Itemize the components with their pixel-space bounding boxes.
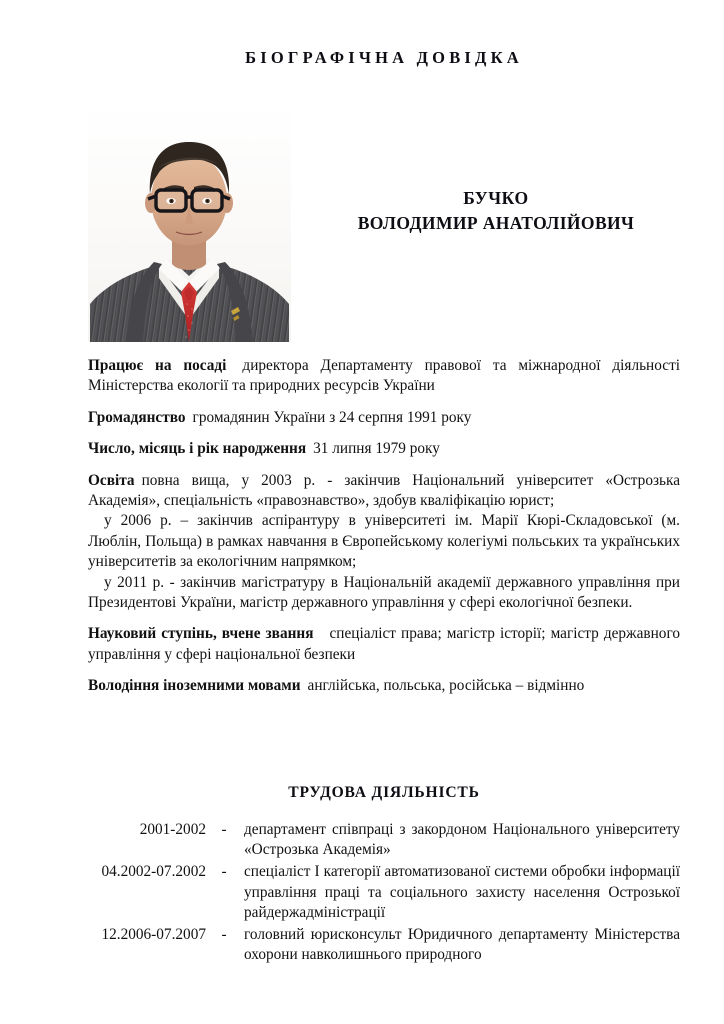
field-education-line-1	[88, 471, 680, 512]
field-citizenship	[88, 408, 680, 428]
field-languages	[88, 676, 680, 696]
work-history-table	[88, 820, 680, 967]
field-education-value-1: повна вища, у 2003 р. - закінчив Національний університет «Острозька Академія», спеціальність «правознавство», здобув кваліфікацію юрист;	[88, 471, 680, 510]
work-dash: -	[221, 926, 227, 944]
page-title: БІОГРАФІЧНА ДОВІДКА	[245, 48, 523, 67]
field-citizenship-value: громадянин України з 24 серпня 1991 року	[192, 408, 472, 426]
field-position-label: Працює на посаді	[88, 357, 227, 374]
work-period: 2001-2002	[139, 821, 206, 838]
field-birth-label: Число, місяць і рік народження	[88, 440, 307, 458]
portrait-photo	[88, 106, 291, 342]
work-period: 04.2002-07.2002	[101, 863, 206, 881]
person-name	[310, 186, 682, 236]
table-row	[88, 820, 680, 862]
field-languages-value: англійська, польська, російська – відмінно	[307, 677, 585, 695]
field-position	[88, 356, 680, 397]
field-education-label: Освіта	[88, 471, 135, 489]
table-row	[88, 862, 680, 925]
work-description: спеціаліст І категорії автоматизованої системи обробки інформації управління праці та соціального захисту населення Острозької райдержадміністрації	[244, 863, 680, 921]
work-dash: -	[221, 863, 227, 881]
table-row	[88, 925, 680, 967]
work-description: департамент співпраці з закордоном Національного університету «Острозька Академія»	[244, 821, 680, 859]
field-languages-label: Володіння іноземними мовами	[88, 677, 301, 695]
field-degree-label: Науковий ступінь, вчене звання	[88, 625, 314, 643]
field-education-value-3: у 2011 р. - закінчив магістратуру в Національній академії державного управління при Президентові України, магістр державного управління у сфері екологічної безпеки.	[88, 573, 680, 612]
portrait-photo-image	[88, 106, 291, 342]
work-period: 12.2006-07.2007	[101, 926, 206, 944]
person-surname: БУЧКО	[463, 188, 529, 208]
field-position-value: директора Департаменту правової та міжнародної діяльності Міністерства екології та природних ресурсів України	[88, 357, 681, 395]
biography-body	[88, 356, 680, 697]
work-section-heading: ТРУДОВА ДІЯЛЬНІСТЬ	[288, 784, 480, 801]
field-education-value-2: у 2006 р. – закінчив аспірантуру в університеті ім. Марії Кюрі-Складовської (м. Люблін, Польща) в рамках навчання в Європейському колегіумі польських та українських університетів за екологічним напрямком;	[88, 512, 680, 571]
work-dash: -	[221, 821, 227, 838]
field-degree	[88, 624, 680, 665]
field-degree-value: спеціаліст права; магістр історії; магістр державного управління у сфері національної безпеки	[88, 625, 680, 663]
field-birth-value: 31 липня 1979 року	[313, 440, 440, 458]
field-birth	[88, 439, 680, 459]
field-education-line-3	[88, 573, 680, 614]
person-given-names: ВОЛОДИМИР АНАТОЛІЙОВИЧ	[357, 213, 635, 233]
work-description: головний юрисконсульт Юридичного департаменту Міністерства охорони навколишнього природного	[244, 926, 680, 964]
field-citizenship-label: Громадянство	[88, 408, 186, 426]
field-education-line-2	[88, 511, 680, 572]
